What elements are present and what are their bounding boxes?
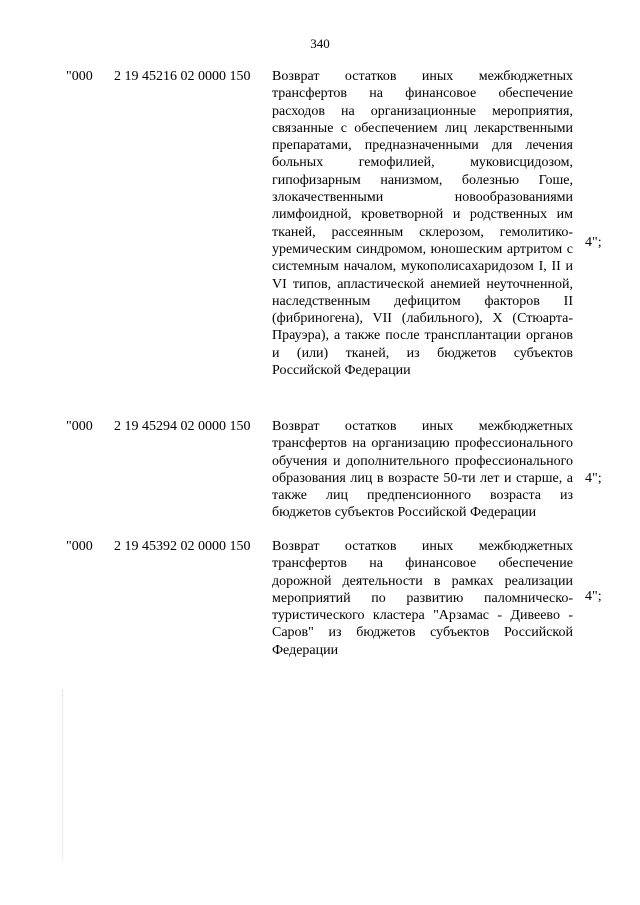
row-description: Возврат остатков иных межбюджетных трансфертов на финансовое обеспечение дорожной деятельности в рамках реализации мероприятий по развитию паломническо-туристического кластера "Арзамас - Дивеево - Саров" из бюджетов субъектов Российской Федерации [272, 539, 573, 658]
budget-classification-code: 2 19 45294 02 0000 150 [114, 419, 251, 434]
margin-divider [62, 690, 64, 860]
budget-classification-code: 2 19 45216 02 0000 150 [114, 69, 251, 84]
row-prefix: "000 [66, 539, 93, 554]
budget-classification-code: 2 19 45392 02 0000 150 [114, 539, 251, 554]
page-number: 340 [310, 36, 330, 51]
row-suffix: 4"; [585, 589, 602, 604]
row-suffix: 4"; [585, 471, 602, 486]
row-prefix: "000 [66, 419, 93, 434]
row-suffix: 4"; [585, 235, 602, 250]
row-description: Возврат остатков иных межбюджетных трансфертов на финансовое обеспечение расходов на организационные мероприятия, связанные с обеспечением лиц лекарственными препаратами, предназначенными для лечения больных гемофилией, муковисцидозом, гипофизарным нанизмом, болезнью Гоше, злокачественными новообразованиями лимфоидной, кроветворной и родственных им тканей, рассеянным склерозом, гемолитико-уремическим синдромом, юношеским артритом с системным началом, мукополисахаридозом I, II и VI типов, апластической анемией неуточненной, наследственным дефицитом факторов II (фибриногена), VII (лабильного), X (Стюарта-Прауэра), а также после трансплантации органов и (или) тканей, из бюджетов субъектов Российской Федерации [272, 69, 573, 379]
row-prefix: "000 [66, 69, 93, 84]
row-description: Возврат остатков иных межбюджетных трансфертов на организацию профессионального обучения и дополнительного профессионального образования лиц в возрасте 50-ти лет и старше, а также лиц предпенсионного возраста из бюджетов субъектов Российской Федерации [272, 419, 573, 521]
